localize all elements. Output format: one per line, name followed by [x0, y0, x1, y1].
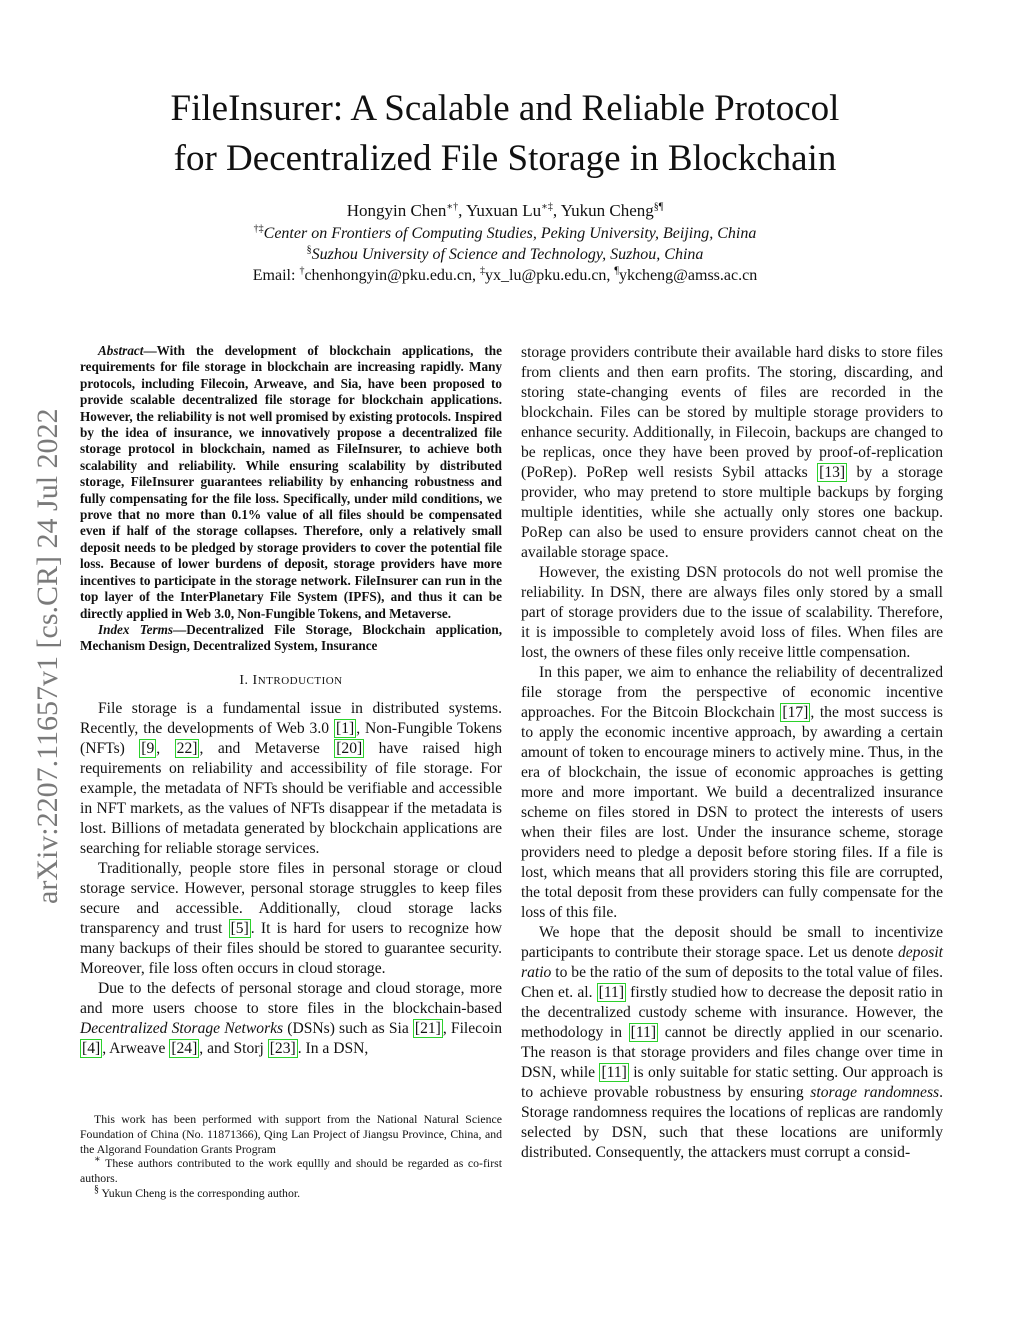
affiliation-2 — [140, 244, 870, 265]
right-column — [521, 343, 943, 1163]
text-run: have raised high requirements on reliability and accessibility of file storage. For example, the metadata of NFTs should be verifiable and accessible in NFT markets, as the values of NFTs disappear if the metadata is lost. Billions of metadata generated by blockchain applications are searching for reliable storage services. — [80, 739, 502, 857]
affiliation-2-mark: § — [306, 244, 312, 256]
text-run: , and Metaverse — [199, 739, 335, 757]
paragraph — [80, 699, 502, 859]
citation-link[interactable]: [4] — [82, 1039, 101, 1057]
footnote-mark: ∗ — [94, 1154, 101, 1166]
email-3-mark: ¶ — [614, 265, 619, 277]
arxiv-identifier: arXiv:2207.11657v1 [cs.CR] 24 Jul 2022 — [31, 408, 64, 904]
text-run: to be the ratio of the sum of deposits to the total value of files. Chen et. al. — [521, 964, 943, 1001]
text-run: . In a DSN, — [297, 1039, 369, 1057]
text-run: Traditionally, people store files in personal storage or cloud storage service. However, personal storage struggles to keep files secure and accessible. Additionally, cloud storage lacks transparency and trust — [80, 859, 502, 937]
paragraph — [521, 663, 943, 923]
citation-link[interactable]: [17] — [782, 704, 809, 721]
text-run: , Filecoin — [442, 1019, 502, 1037]
email-2-mark: ‡ — [480, 265, 486, 277]
paragraph — [80, 979, 502, 1059]
section-heading-introduction — [80, 671, 502, 691]
email-label: Email: — [252, 267, 300, 284]
paragraph — [521, 923, 943, 1163]
text-run: We hope that the deposit should be small to incentivize participants to contribute their storage space. Let us denote — [521, 924, 943, 961]
abstract — [80, 343, 502, 622]
italic-term: Decentralized Storage Networks — [80, 1019, 284, 1037]
text-run: . It is hard for users to recognize how many backups of their files should be stored to guarantee security. Moreover, file loss often occurs in cloud storage. — [80, 919, 503, 977]
title-line-1: FileInsurer: A Scalable and Reliable Protocol — [170, 88, 840, 129]
index-terms-text: —Decentralized File Storage, Blockchain application, Mechanism Design, Decentralized System, Insurance — [80, 621, 502, 654]
text-run: storage providers contribute their available hard disks to store files from clients and then earn profits. The storing, discarding, and storing state-changing events of files are recorded in the blockchain. Files can be stored by multiple storage providers to enhance security. Additionally, in Filecoin, backups are changed to be replicas, once they have been proved by proof-of-replication (PoRep). PoRep well resists Sybil attacks — [521, 344, 943, 481]
index-terms — [80, 622, 502, 655]
text-run: File storage is a fundamental issue in distributed systems. Recently, the developments of Web 3.0 — [80, 699, 502, 737]
email-2: yx_lu@pku.edu.cn, — [485, 267, 615, 284]
author-1-mark: ∗† — [446, 201, 459, 213]
text-run: , Non-Fungible Tokens (NFTs) — [80, 719, 502, 757]
author-2: Yuxuan Lu — [466, 201, 542, 220]
section-title-rest: NTRODUCTION — [257, 674, 343, 687]
text-run: firstly studied how to decrease the deposit ratio in the decentralized custody scheme with insurance. However, the methodology in — [521, 984, 943, 1041]
email-line — [140, 265, 870, 286]
affiliation-1 — [140, 223, 870, 244]
footnote-corresponding — [80, 1186, 502, 1201]
author-block — [140, 200, 870, 286]
paper-title — [100, 84, 910, 184]
text-run: by a storage provider, who may pretend to store multiple backups by forging multiple identities, while she actually only stores one backup. PoRep can also be used to ensure providers cannot cheat on the available storage space. — [521, 464, 943, 561]
affiliation-1-mark: †‡ — [253, 223, 264, 235]
paragraph — [80, 859, 502, 979]
section-number: I. — [239, 672, 253, 688]
italic-term: deposit ratio — [521, 944, 943, 981]
title-line-2: for Decentralized File Storage in Blockchain — [173, 138, 837, 179]
affiliation-1-text: Center on Frontiers of Computing Studies, Peking University, Beijing, China — [263, 225, 757, 242]
author-2-mark: ∗‡ — [541, 201, 553, 213]
text-run: cannot be directly applied in our scenario. The reason is that storage providers and files change over time in DSN, while — [521, 1024, 943, 1081]
citation-link[interactable]: [9 — [141, 739, 155, 757]
author-3-mark: §¶ — [653, 201, 664, 213]
text-run: , and Storj — [199, 1039, 268, 1057]
footnote-text: These authors contributed to the work equllly and should be regarded as co-first authors. — [80, 1156, 502, 1186]
email-1: chenhongyin@pku.edu.cn, — [304, 267, 481, 284]
citation-link[interactable]: [5] — [230, 919, 249, 937]
paragraph — [521, 343, 943, 563]
text-run: is only suitable for static setting. Our approach is to achieve provable robustness by ensuring — [521, 1064, 944, 1101]
left-column — [80, 343, 502, 1059]
citation-link[interactable]: [21] — [414, 1019, 441, 1037]
citation-link[interactable]: 22] — [176, 739, 198, 757]
author-1: Hongyin Chen — [346, 201, 447, 220]
citation-link[interactable]: [11] — [601, 1064, 627, 1081]
text-run: , the most success is to apply the economic incentive approach, by awarding a certain amount of token to encourage miners to actively mine. Thus, in the era of blockchain, the issue of economic approaches is getting more and more important. We build a decentralized insurance scheme on files stored in DSN to protect the interests of users when their files are lost. Under the insurance scheme, storage providers need to pledge a deposit before storing files. If a file is lost, which means that all providers storing this file are corrupted, the total deposit from these providers can fully compensate for the loss of this file. — [521, 704, 943, 921]
abstract-label: Abstract — [98, 343, 144, 358]
text-run: , Arweave — [102, 1039, 170, 1057]
footnote-funding: This work has been performed with support from the National Natural Science Foundation of China (No. 11871366), Qing Lan Project of Jiangsu Province, China, and the Algorand Foundation Grants Program — [80, 1112, 502, 1156]
email-3: ykcheng@amss.ac.cn — [618, 267, 758, 284]
text-run: , — [156, 739, 175, 757]
paragraph: However, the existing DSN protocols do not well promise the reliability. In DSN, there are always files only stored by a small part of storage providers due to the issue of scalability. Therefore, it is impossible to completely avoid loss of files. When files are lost, the owners of these files only receive little compensation. — [521, 564, 943, 661]
footnote-text: Yukun Cheng is the corresponding author. — [99, 1185, 301, 1200]
author-3: Yukun Cheng — [560, 201, 654, 220]
footnotes — [80, 1112, 502, 1201]
abstract-text: —With the development of blockchain applications, the requirements for file storage in blockchain are increasing rapidly. Many protocols, including Filecoin, Arweave, and Sia, have been proposed to provide scalable decentralized file storage for blockchain applications. However, the reliability is not well promised by existing protocols. Inspired by the idea of insurance, we innovatively propose a decentralized file storage protocol in blockchain, named as FileInsurer, to achieve both scalability and reliability. While ensuring scalability by distributed storage, FileInsurer guarantees reliability by enhancing robustness and fully compensating for the file loss. Specifically, under mild conditions, we prove that no more than 0.1% value of all files should be compensated even if half of the storage collapses. Therefore, only a relatively small deposit needs to be pledged by storage providers to cover the potential file loss. Because of lower burdens of deposit, storage providers have more incentives to participate in the storage network. FileInsurer can run in the top layer of the InterPlanetary File System (IPFS), and thus it can be directly applied in Web 3.0, Non-Fungible Tokens, and Metaverse. — [80, 343, 502, 621]
italic-term: storage randomness — [810, 1084, 940, 1101]
citation-link[interactable]: [13] — [819, 464, 846, 481]
section-title-initial: I — [252, 672, 258, 688]
citation-link[interactable]: [23] — [269, 1039, 296, 1057]
author-names: Hongyin Chen∗†, Yuxuan Lu∗‡, Yukun Cheng§¶ — [346, 201, 664, 220]
affiliation-2-text: Suzhou University of Science and Technology, Suzhou, China — [311, 246, 704, 263]
text-run: (DSNs) such as Sia — [283, 1019, 413, 1037]
text-run: . Storage randomness requires the locations of replicas are randomly selected by DSN, such that these locations are uniformly distributed. Consequently, the attackers must corrupt a consid- — [521, 1084, 943, 1161]
index-terms-label: Index Terms — [98, 621, 173, 637]
footnote-mark: § — [94, 1184, 99, 1196]
text-run: In this paper, we aim to enhance the reliability of decentralized file storage from the perspective of economic incentive approaches. For the Bitcoin Blockchain — [521, 664, 943, 721]
text-run: Due to the defects of personal storage and cloud storage, more and more users choose to store files in the blockchain-based — [80, 979, 502, 1017]
citation-link[interactable]: [24] — [171, 1039, 198, 1057]
email-1-mark: † — [299, 265, 305, 277]
footnote-cofirst — [80, 1156, 502, 1186]
citation-link[interactable]: [11] — [630, 1024, 657, 1041]
citation-link[interactable]: [20] — [336, 739, 363, 757]
citation-link[interactable]: [1] — [336, 719, 355, 737]
citation-link[interactable]: [11] — [598, 984, 625, 1001]
